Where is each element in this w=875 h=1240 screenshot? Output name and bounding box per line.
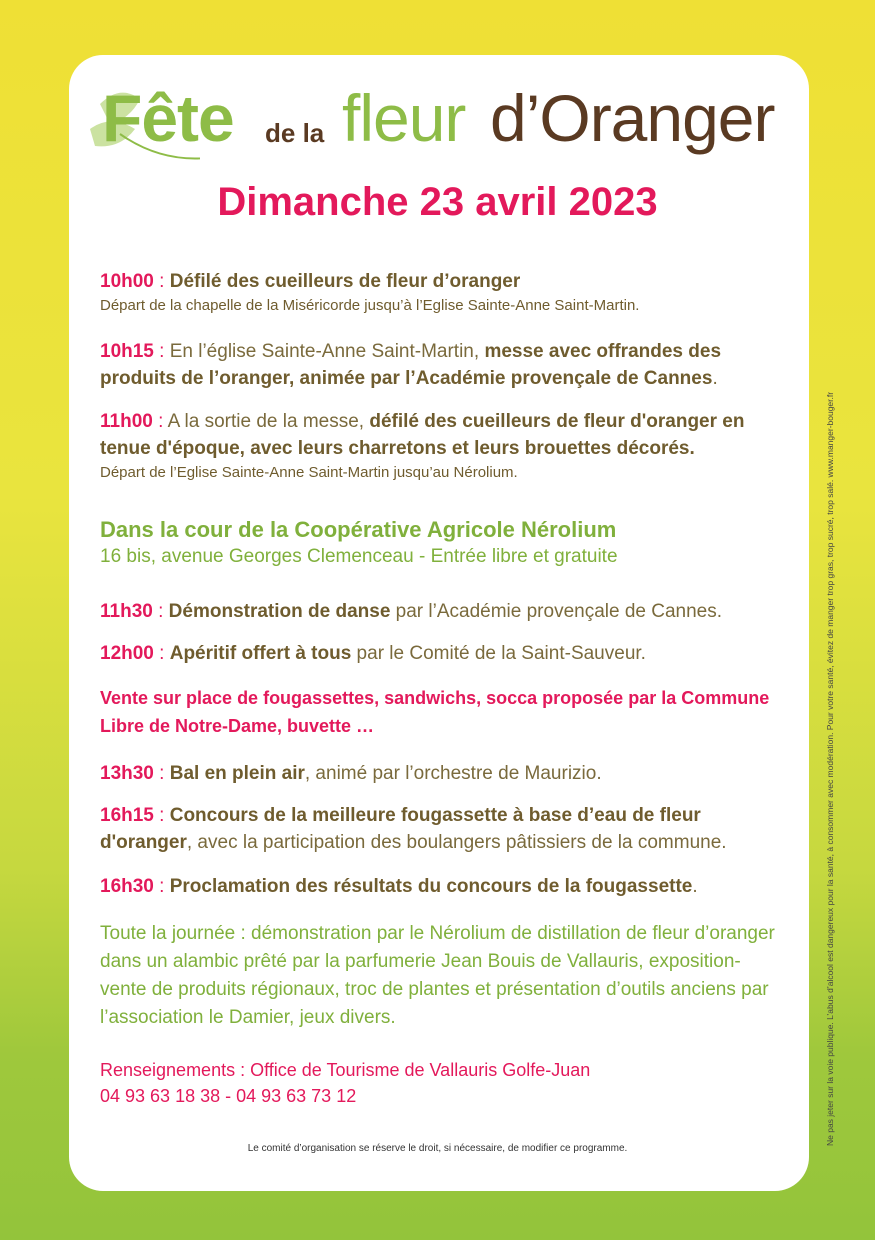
info-section [100,1057,780,1109]
all-day-note: Toute la journée : démonstration par le Nérolium de distillation de fleur d’oranger dans un alambic prêté par la parfumerie Jean Bouis de Vallauris, exposition-vente de produits régionaux, troc de plantes et présentation d’outils anciens par l’association le Damier, jeux divers. [100,923,775,1028]
schedule-time: 12h00 [100,643,154,664]
health-side-note: Ne pas jeter sur la voie publique. L’abus d’alcool est dangereux pour la santé, à consommer avec modération. Pour votre santé, évitez de manger trop gras, trop sucré, trop salé. www.manger-bouger.fr [825,391,835,1146]
schedule-text-end: . [692,876,698,897]
info-contact: Renseignements : Office de Tourisme de Vallauris Golfe-Juan [100,1060,591,1080]
schedule-item [100,408,780,484]
event-date: Dimanche 23 avril 2023 [217,180,658,224]
schedule-time: 16h30 [100,876,154,897]
schedule-item [100,338,780,392]
schedule-title: Défilé des cueilleurs de fleur d’oranger [169,271,521,292]
schedule-detail: Départ de la chapelle de la Miséricorde jusqu’à l’Eglise Sainte-Anne Saint-Martin. [100,297,640,314]
schedule-sep: : [153,341,170,362]
venue-address: 16 bis, avenue Georges Clemenceau - Entrée libre et gratuite [100,546,618,567]
schedule-text: A la sortie de la messe, [167,411,370,432]
schedule-item [100,802,780,856]
schedule-text-end: par le Comité de la Saint-Sauveur. [351,643,646,664]
schedule-time: 11h00 [100,411,153,432]
schedule-sep: : [153,271,170,292]
schedule-time: 11h30 [100,601,153,622]
schedule-time: 10h00 [100,271,154,292]
schedule-sep: : [153,643,170,664]
schedule-text-end: , avec la participation des boulangers pâtissiers de la commune. [186,832,727,853]
schedule-text-end: , animé par l’orchestre de Maurizio. [304,763,602,784]
logo-word-de-la: de la [265,118,325,148]
venue-section [100,516,780,570]
logo-word-fleur: fleur [342,81,466,155]
schedule-sep: : [152,601,169,622]
schedule-title: défilé des cueilleurs de fleur d'oranger en tenue d'époque, avec leurs charretons et leurs brouettes décorés. [100,411,745,459]
schedule-item [100,598,780,625]
logo-word-fete: Fête [102,81,234,155]
schedule-sep: : [153,763,170,784]
schedule-title: Bal en plein air [169,763,305,784]
schedule-sep: : [153,876,170,897]
schedule-item [100,873,780,900]
food-sale-note: Vente sur place de fougassettes, sandwichs, socca proposée par la Commune Libre de Notre-Dame, buvette … [100,688,770,736]
logo-word-oranger: d’Oranger [490,81,775,155]
schedule-title: Concours de la meilleure fougassette à base d’eau de fleur d'oranger [100,805,701,853]
info-phones: 04 93 63 18 38 - 04 93 63 73 12 [100,1086,357,1106]
schedule-detail: Départ de l’Eglise Sainte-Anne Saint-Martin jusqu’au Nérolium. [100,464,518,481]
schedule-title: Proclamation des résultats du concours de la fougassette [169,876,693,897]
schedule-title: Apéritif offert à tous [169,643,352,664]
schedule-text-end: par l’Académie provençale de Cannes. [390,601,723,622]
schedule-time: 10h15 [100,341,154,362]
schedule-title: messe avec offrandes des produits de l’oranger, animée par l’Académie provençale de Cannes [100,341,722,389]
schedule-title: Démonstration de danse [168,601,391,622]
schedule-item [100,268,780,317]
event-logo [80,74,800,174]
schedule-text-end: . [712,368,718,389]
schedule-sep: : [152,411,168,432]
venue-title: Dans la cour de la Coopérative Agricole Nérolium [100,517,617,542]
disclaimer-footer: Le comité d’organisation se réserve le droit, si nécessaire, de modifier ce programme. [247,1143,628,1154]
schedule-time: 16h15 [100,805,154,826]
schedule-item [100,640,780,667]
schedule-sep: : [153,805,170,826]
schedule-time: 13h30 [100,763,154,784]
schedule-text: En l’église Sainte-Anne Saint-Martin, [169,341,485,362]
schedule-item [100,760,780,787]
